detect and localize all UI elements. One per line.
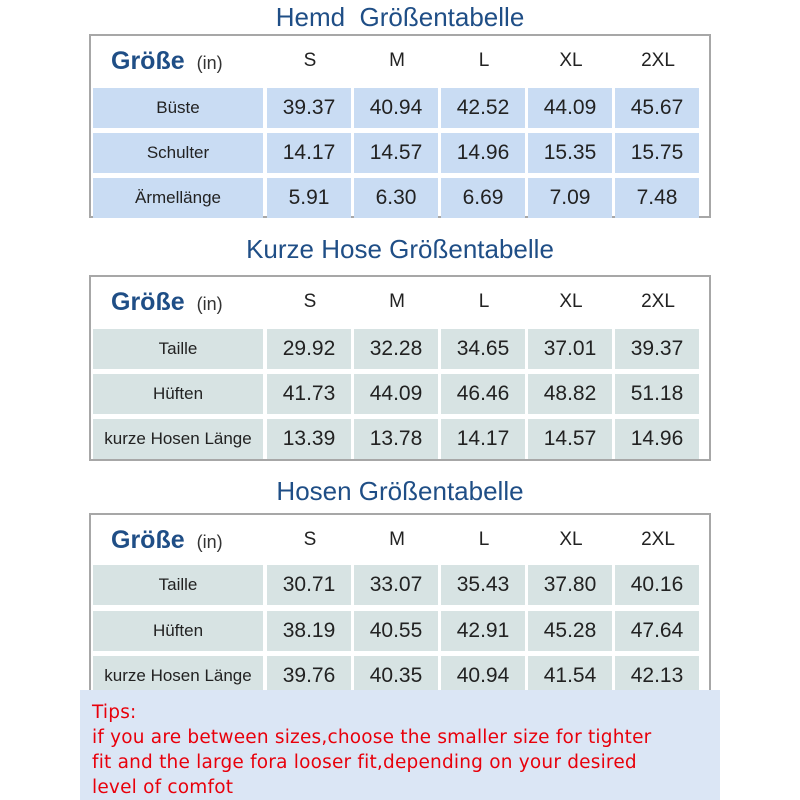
size-2xl: 2XL	[641, 291, 675, 312]
size-s: S	[303, 529, 317, 550]
size-m: M	[389, 529, 405, 550]
table-cell: 14.96	[441, 133, 525, 173]
table-cell: 47.64	[615, 611, 699, 651]
table-cell: 39.37	[615, 329, 699, 369]
table-cell: 5.91	[267, 178, 351, 218]
table-row	[91, 419, 709, 459]
table-header-row	[91, 517, 709, 563]
table-cell: 42.13	[615, 656, 699, 696]
table-cell: 29.92	[267, 329, 351, 369]
table-cell: 15.35	[528, 133, 612, 173]
size-m: M	[389, 50, 405, 71]
row-label: Hüften	[93, 611, 263, 651]
table-cell: 45.28	[528, 611, 612, 651]
table-cell: 33.07	[354, 565, 438, 605]
size-word: Größe	[111, 46, 185, 75]
row-label: Ärmellänge	[93, 178, 263, 218]
table-cell: 46.46	[441, 374, 525, 414]
size-l: L	[478, 50, 490, 71]
size-l: L	[478, 529, 490, 550]
table-cell: 40.94	[354, 88, 438, 128]
table-row	[91, 88, 709, 128]
row-label: kurze Hosen Länge	[93, 419, 263, 459]
row-label: Hüften	[93, 374, 263, 414]
size-heading	[111, 279, 271, 325]
size-xl: XL	[559, 291, 583, 312]
table-cell: 40.94	[441, 656, 525, 696]
size-l: L	[478, 291, 490, 312]
table-cell: 14.17	[267, 133, 351, 173]
table-cell: 32.28	[354, 329, 438, 369]
table-cell: 6.30	[354, 178, 438, 218]
size-heading	[111, 517, 271, 563]
table-row	[91, 611, 709, 651]
shorts-size-table	[89, 275, 711, 461]
table-row	[91, 565, 709, 605]
table-cell: 34.65	[441, 329, 525, 369]
table-cell: 45.67	[615, 88, 699, 128]
shirt-size-table	[89, 34, 711, 218]
table-cell: 48.82	[528, 374, 612, 414]
tips-line: level of comfot	[92, 777, 234, 798]
table-cell: 42.91	[441, 611, 525, 651]
table-cell: 40.55	[354, 611, 438, 651]
pants-table-title: Hosen Größentabelle	[276, 476, 524, 506]
tips-heading: Tips:	[92, 702, 137, 723]
table-cell: 14.57	[528, 419, 612, 459]
tips-line: fit and the large fora looser fit,depending on your desired	[92, 752, 637, 773]
shorts-table-title: Kurze Hose Größentabelle	[246, 234, 554, 264]
table-row	[91, 329, 709, 369]
table-cell: 13.78	[354, 419, 438, 459]
table-cell: 38.19	[267, 611, 351, 651]
table-cell: 35.43	[441, 565, 525, 605]
table-cell: 6.69	[441, 178, 525, 218]
table-cell: 44.09	[528, 88, 612, 128]
tips-box	[80, 690, 720, 800]
row-label: kurze Hosen Länge	[93, 656, 263, 696]
table-cell: 42.52	[441, 88, 525, 128]
size-2xl: 2XL	[641, 529, 675, 550]
size-word: Größe	[111, 287, 185, 316]
pants-size-table	[89, 513, 711, 697]
row-label: Taille	[93, 329, 263, 369]
size-word: Größe	[111, 525, 185, 554]
table-cell: 15.75	[615, 133, 699, 173]
size-heading	[111, 38, 271, 84]
table-cell: 40.35	[354, 656, 438, 696]
table-cell: 41.54	[528, 656, 612, 696]
table-cell: 14.17	[441, 419, 525, 459]
row-label: Büste	[93, 88, 263, 128]
size-xl: XL	[559, 529, 583, 550]
row-label: Schulter	[93, 133, 263, 173]
size-2xl: 2XL	[641, 50, 675, 71]
table-cell: 40.16	[615, 565, 699, 605]
table-cell: 14.96	[615, 419, 699, 459]
row-label: Taille	[93, 565, 263, 605]
size-s: S	[303, 50, 317, 71]
unit-label: (in)	[196, 531, 223, 552]
size-m: M	[389, 291, 405, 312]
size-xl: XL	[559, 50, 583, 71]
table-row	[91, 374, 709, 414]
table-row	[91, 178, 709, 218]
table-cell: 37.01	[528, 329, 612, 369]
table-cell: 14.57	[354, 133, 438, 173]
table-header-row	[91, 38, 709, 84]
table-cell: 39.76	[267, 656, 351, 696]
table-cell: 51.18	[615, 374, 699, 414]
tips-text	[92, 700, 651, 800]
table-header-row	[91, 279, 709, 325]
table-cell: 13.39	[267, 419, 351, 459]
table-cell: 44.09	[354, 374, 438, 414]
unit-label: (in)	[196, 52, 223, 73]
table-cell: 7.48	[615, 178, 699, 218]
table-cell: 39.37	[267, 88, 351, 128]
size-s: S	[303, 291, 317, 312]
table-cell: 7.09	[528, 178, 612, 218]
table-cell: 41.73	[267, 374, 351, 414]
shirt-table-title: Hemd Größentabelle	[275, 2, 525, 32]
table-row	[91, 133, 709, 173]
table-cell: 30.71	[267, 565, 351, 605]
unit-label: (in)	[196, 293, 223, 314]
table-cell: 37.80	[528, 565, 612, 605]
tips-line: if you are between sizes,choose the smaller size for tighter	[92, 727, 652, 748]
